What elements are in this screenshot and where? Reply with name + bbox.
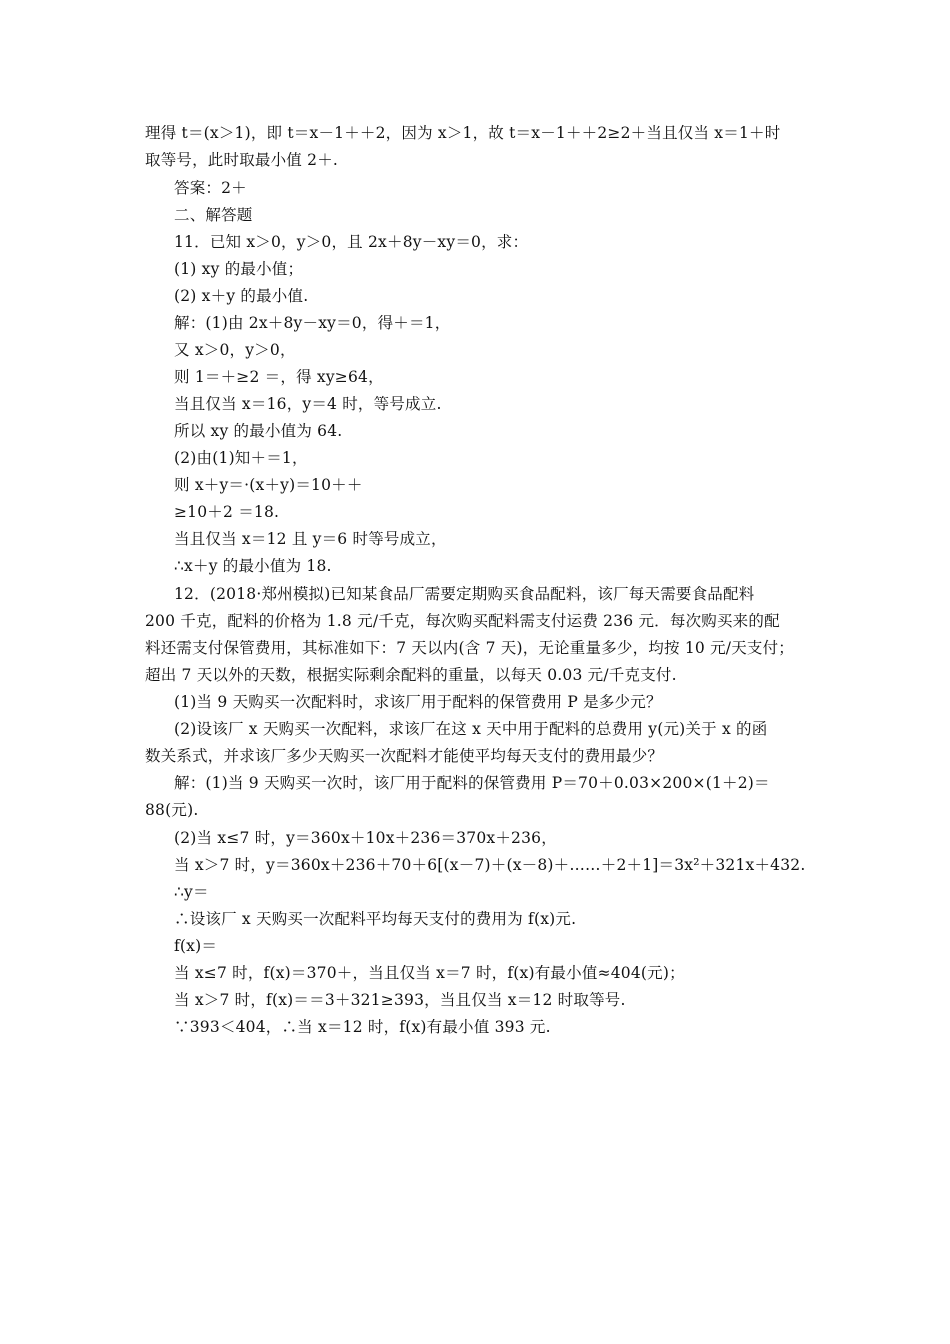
problem-12-statement: 12．(2018·郑州模拟)已知某食品厂需要定期购买食品配料，该厂每天需要食品配料 [174, 585, 755, 603]
text-line: 当且仅当 x＝16，y＝4 时，等号成立. [174, 395, 442, 413]
text-line: 则 1＝＋≥2 ＝，得 xy≥64， [174, 368, 384, 386]
text-line: ∴x＋y 的最小值为 18. [174, 557, 332, 575]
text-line: 理得 t＝(x＞1)，即 t＝x－1＋＋2，因为 x＞1，故 t＝x－1＋＋2≥2＋当且仅当 x＝1＋时 [145, 124, 781, 142]
problem-11-statement: 11．已知 x＞0，y＞0，且 2x＋8y－xy＝0，求： [174, 233, 529, 251]
text-line: ∴y＝ [174, 883, 209, 901]
text-line: ≥10＋2 ＝18. [174, 503, 280, 521]
text-line: (1)当 9 天购买一次配料时，求该厂用于配料的保管费用 P 是多少元？ [174, 693, 662, 711]
text-line: 当 x＞7 时，y＝360x＋236＋70＋6[(x－7)＋(x－8)＋……＋2＋1]＝3x²＋321x＋432. [174, 856, 806, 874]
answer-line: 答案：2＋ [174, 179, 247, 197]
text-line: 当 x＞7 时，f(x)＝＝3＋321≥393，当且仅当 x＝12 时取等号. [174, 991, 626, 1009]
text-line: 88(元). [145, 801, 199, 819]
text-line: 超出 7 天以外的天数，根据实际剩余配料的重量，以每天 0.03 元/千克支付. [145, 666, 677, 684]
text-line: 解：(1)当 9 天购买一次时，该厂用于配料的保管费用 P＝70＋0.03×200×(1＋2)＝ [174, 774, 770, 792]
text-line: ∴设该厂 x 天购买一次配料平均每天支付的费用为 f(x)元. [174, 910, 577, 928]
text-line: 料还需支付保管费用，其标准如下：7 天以内(含 7 天)，无论重量多少，均按 10 元/天支付； [145, 639, 795, 657]
text-line: 则 x＋y＝·(x＋y)＝10＋＋ [174, 476, 363, 494]
text-line: 数关系式，并求该厂多少天购买一次配料才能使平均每天支付的费用最少？ [145, 747, 664, 765]
section-heading: 二、解答题 [174, 206, 253, 224]
text-line: (2)当 x≤7 时，y＝360x＋10x＋236＝370x＋236， [174, 829, 557, 847]
text-line: ∵393＜404，∴当 x＝12 时，f(x)有最小值 393 元. [174, 1018, 551, 1036]
text-line: (2)由(1)知＋＝1， [174, 449, 308, 467]
text-line: 又 x＞0，y＞0， [174, 341, 296, 359]
text-line: 200 千克，配料的价格为 1.8 元/千克，每次购买配料需支付运费 236 元．每次购买来的配 [145, 612, 780, 630]
text-line: 解：(1)由 2x＋8y－xy＝0，得＋＝1， [174, 314, 451, 332]
text-line: 取等号，此时取最小值 2＋. [145, 151, 339, 169]
text-line: 当 x≤7 时，f(x)＝370＋，当且仅当 x＝7 时，f(x)有最小值≈404(元)； [174, 964, 685, 982]
text-line: (2)设该厂 x 天购买一次配料，求该厂在这 x 天中用于配料的总费用 y(元)关于 x 的函 [174, 720, 768, 738]
text-line: 所以 xy 的最小值为 64. [174, 422, 343, 440]
text-line: (2) x＋y 的最小值. [174, 287, 309, 305]
text-line: 当且仅当 x＝12 且 y＝6 时等号成立， [174, 530, 447, 548]
text-line: (1) xy 的最小值； [174, 260, 304, 278]
text-line: f(x)＝ [174, 937, 218, 955]
